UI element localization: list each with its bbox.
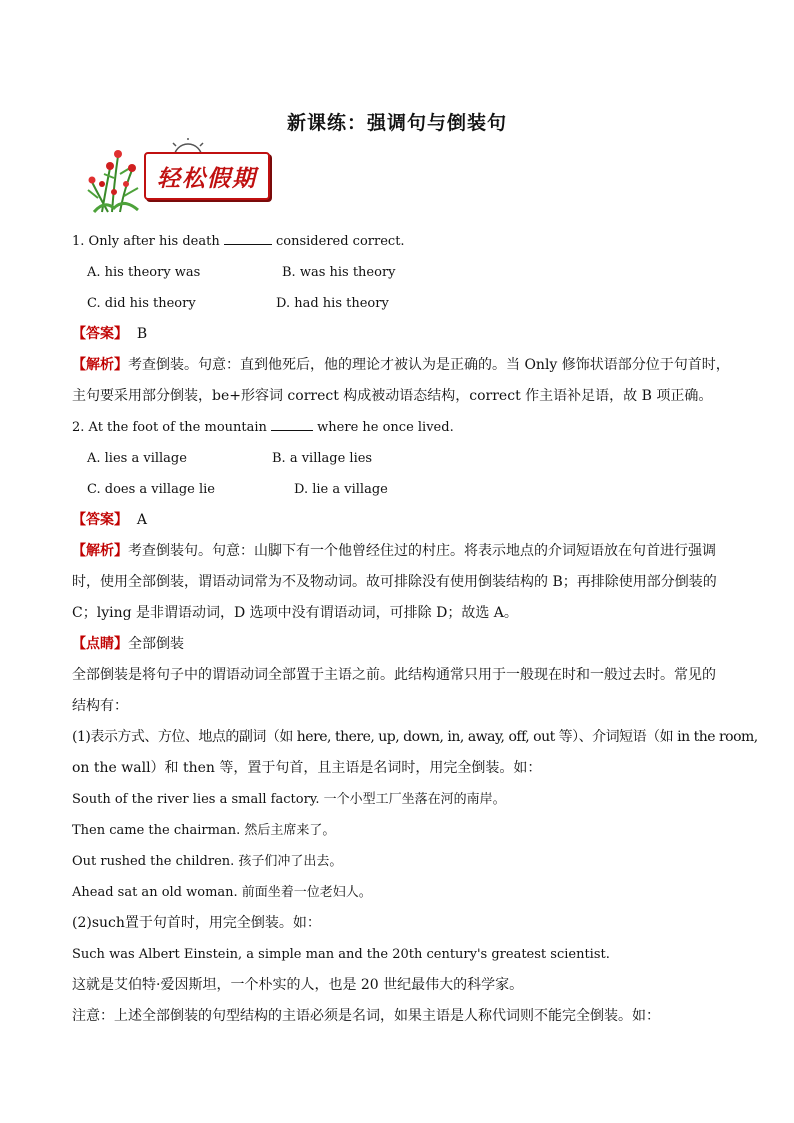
q2-analysis-text-1: 考查倒装句。句意：山脚下有一个他曾经住过的村庄。将表示地点的介词短语放在句首进行强调 xyxy=(128,543,716,559)
tip-example-6: 这就是艾伯特·爱因斯坦，一个朴实的人，也是 20 世纪最伟大的科学家。 xyxy=(72,977,524,993)
question-2 xyxy=(72,412,732,443)
question-1-stem-start: 1. Only after his death xyxy=(72,234,224,249)
q1-answer-label: 【答案】 xyxy=(72,326,128,342)
tip-example-5: Such was Albert Einstein, a simple man and the 20th century's greatest scientist. xyxy=(72,947,610,962)
question-2-blank xyxy=(271,418,313,431)
tip-example-4: Ahead sat an old woman. 前面坐着一位老妇人。 xyxy=(72,885,372,900)
question-1-options-row-2 xyxy=(72,288,732,319)
q2-analysis-line-1 xyxy=(72,536,732,567)
tip-heading xyxy=(72,629,732,660)
tip-label: 【点睛】 xyxy=(72,636,128,652)
q1-analysis-line-1 xyxy=(72,350,732,381)
tip-paragraph-5: (2)such置于句首时，用完全倒装。如： xyxy=(72,915,321,931)
tip-heading-text: 全部倒装 xyxy=(128,636,184,652)
page-title: 新课练：强调句与倒装句 xyxy=(286,112,507,134)
question-2-stem-start: 2. At the foot of the mountain xyxy=(72,420,272,435)
q1-option-d: D. had his theory xyxy=(276,296,389,311)
q2-option-c: C. does a village lie xyxy=(87,482,216,497)
question-1 xyxy=(72,226,732,257)
q2-answer-value: A xyxy=(136,512,148,528)
q2-answer xyxy=(72,505,732,536)
tip-example-1: South of the river lies a small factory. 一个小型工厂坐落在河的南岸。 xyxy=(72,792,506,807)
q1-option-b: B. was his theory xyxy=(282,265,396,280)
tip-example-3: Out rushed the children. 孩子们冲了出去。 xyxy=(72,854,343,869)
tip-paragraph-2: 结构有： xyxy=(72,698,128,714)
q2-analysis-label: 【解析】 xyxy=(72,543,128,559)
tip-paragraph-1: 全部倒装是将句子中的谓语动词全部置于主语之前。此结构通常只用于一般现在时和一般过去时。常见的 xyxy=(72,667,716,683)
q2-option-b: B. a village lies xyxy=(272,451,373,466)
q1-answer-value: B xyxy=(136,326,148,342)
holiday-logo xyxy=(84,138,270,214)
question-1-stem-end: considered correct. xyxy=(271,234,405,249)
question-1-blank xyxy=(224,232,272,245)
q1-option-a: A. his theory was xyxy=(87,265,201,280)
q1-analysis-label: 【解析】 xyxy=(72,357,128,373)
q1-option-c: C. did his theory xyxy=(87,296,196,311)
question-2-options-row-1 xyxy=(72,443,732,474)
q2-analysis-line-3: C；lying 是非谓语动词，D 选项中没有谓语动词，可排除 D；故选 A。 xyxy=(72,605,518,621)
main-content xyxy=(72,226,758,1032)
flower-icon xyxy=(84,138,148,214)
q1-answer xyxy=(72,319,732,350)
q2-option-d: D. lie a village xyxy=(294,482,388,497)
question-1-options-row-1 xyxy=(72,257,732,288)
q2-answer-label: 【答案】 xyxy=(72,512,128,528)
tip-paragraph-6: 注意：上述全部倒装的句型结构的主语必须是名词，如果主语是人称代词则不能完全倒装。如： xyxy=(72,1008,660,1024)
tip-paragraph-4: on the wall）和 then 等，置于句首，且主语是名词时，用完全倒装。如： xyxy=(72,760,542,776)
q1-analysis-text-1: 考查倒装。句意：直到他死后，他的理论才被认为是正确的。当 Only 修饰状语部分位于句首时， xyxy=(128,357,730,373)
q2-option-a: A. lies a village xyxy=(87,451,187,466)
question-2-options-row-2 xyxy=(72,474,732,505)
tip-example-2: Then came the chairman. 然后主席来了。 xyxy=(72,823,336,838)
q1-analysis-line-2: 主句要采用部分倒装，be+形容词 correct 构成被动语态结构，correct 作主语补足语，故 B 项正确。 xyxy=(72,388,713,404)
tip-paragraph-3: (1)表示方式、方位、地点的副词（如 here, there, up, down, in, away, off, out 等）、介词短语（如 in the room, xyxy=(72,729,758,745)
logo-text: 轻松假期 xyxy=(144,152,270,200)
q2-analysis-line-2: 时，使用全部倒装，谓语动词常为不及物动词。故可排除没有使用倒装结构的 B；再排除使用部分倒装的 xyxy=(72,574,717,590)
question-2-stem-end: where he once lived. xyxy=(313,420,454,435)
